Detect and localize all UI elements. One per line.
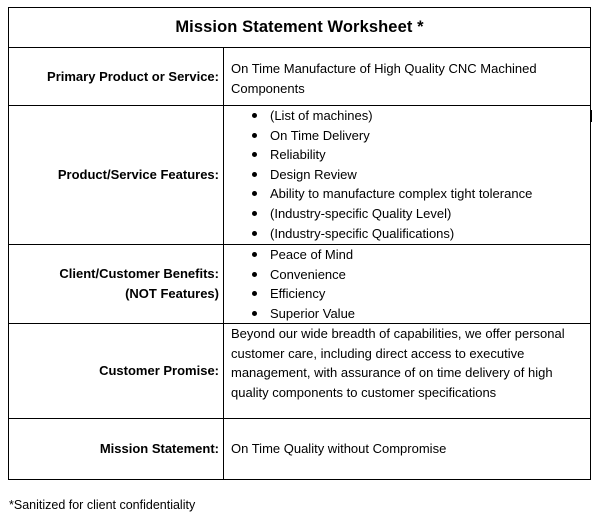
primary-product-label: Primary Product or Service:	[9, 48, 224, 105]
list-item: Peace of Mind	[231, 245, 582, 265]
list-item: (List of machines)	[231, 106, 582, 126]
list-item: Convenience	[231, 265, 582, 285]
footnote: *Sanitized for client confidentiality	[9, 498, 196, 512]
list-item: (Industry-specific Qualifications)	[231, 224, 582, 244]
mission-statement-value: On Time Quality without Compromise	[231, 441, 447, 457]
table-edge-mark	[591, 110, 592, 122]
list-item: Efficiency	[231, 284, 582, 304]
row-mission-statement	[9, 419, 590, 479]
features-label: Product/Service Features:	[9, 106, 224, 244]
list-item: Reliability	[231, 145, 582, 165]
customer-promise-value: Beyond our wide breadth of capabilities, we offer personal customer care, including direct access to executive management, with assurance of on time delivery of high quality components to customer specifications	[231, 326, 565, 400]
benefits-label: Client/Customer Benefits: (NOT Features)	[9, 245, 224, 323]
list-item: Ability to manufacture complex tight tolerance	[231, 184, 582, 204]
benefits-list	[231, 245, 582, 323]
features-list	[231, 106, 582, 243]
list-item: On Time Delivery	[231, 126, 582, 146]
list-item: Superior Value	[231, 304, 582, 324]
list-item: (Industry-specific Quality Level)	[231, 204, 582, 224]
features-list-cell	[224, 106, 590, 244]
row-primary-product	[9, 48, 590, 106]
primary-product-value: On Time Manufacture of High Quality CNC Machined Components	[231, 61, 537, 96]
customer-promise-label: Customer Promise:	[9, 324, 224, 418]
row-benefits	[9, 245, 590, 324]
list-item: Design Review	[231, 165, 582, 185]
worksheet-title: Mission Statement Worksheet *	[9, 8, 590, 48]
row-features	[9, 106, 590, 245]
benefits-list-cell	[224, 245, 590, 323]
mission-worksheet-table	[8, 7, 591, 480]
mission-statement-label: Mission Statement:	[9, 419, 224, 479]
row-customer-promise	[9, 324, 590, 419]
